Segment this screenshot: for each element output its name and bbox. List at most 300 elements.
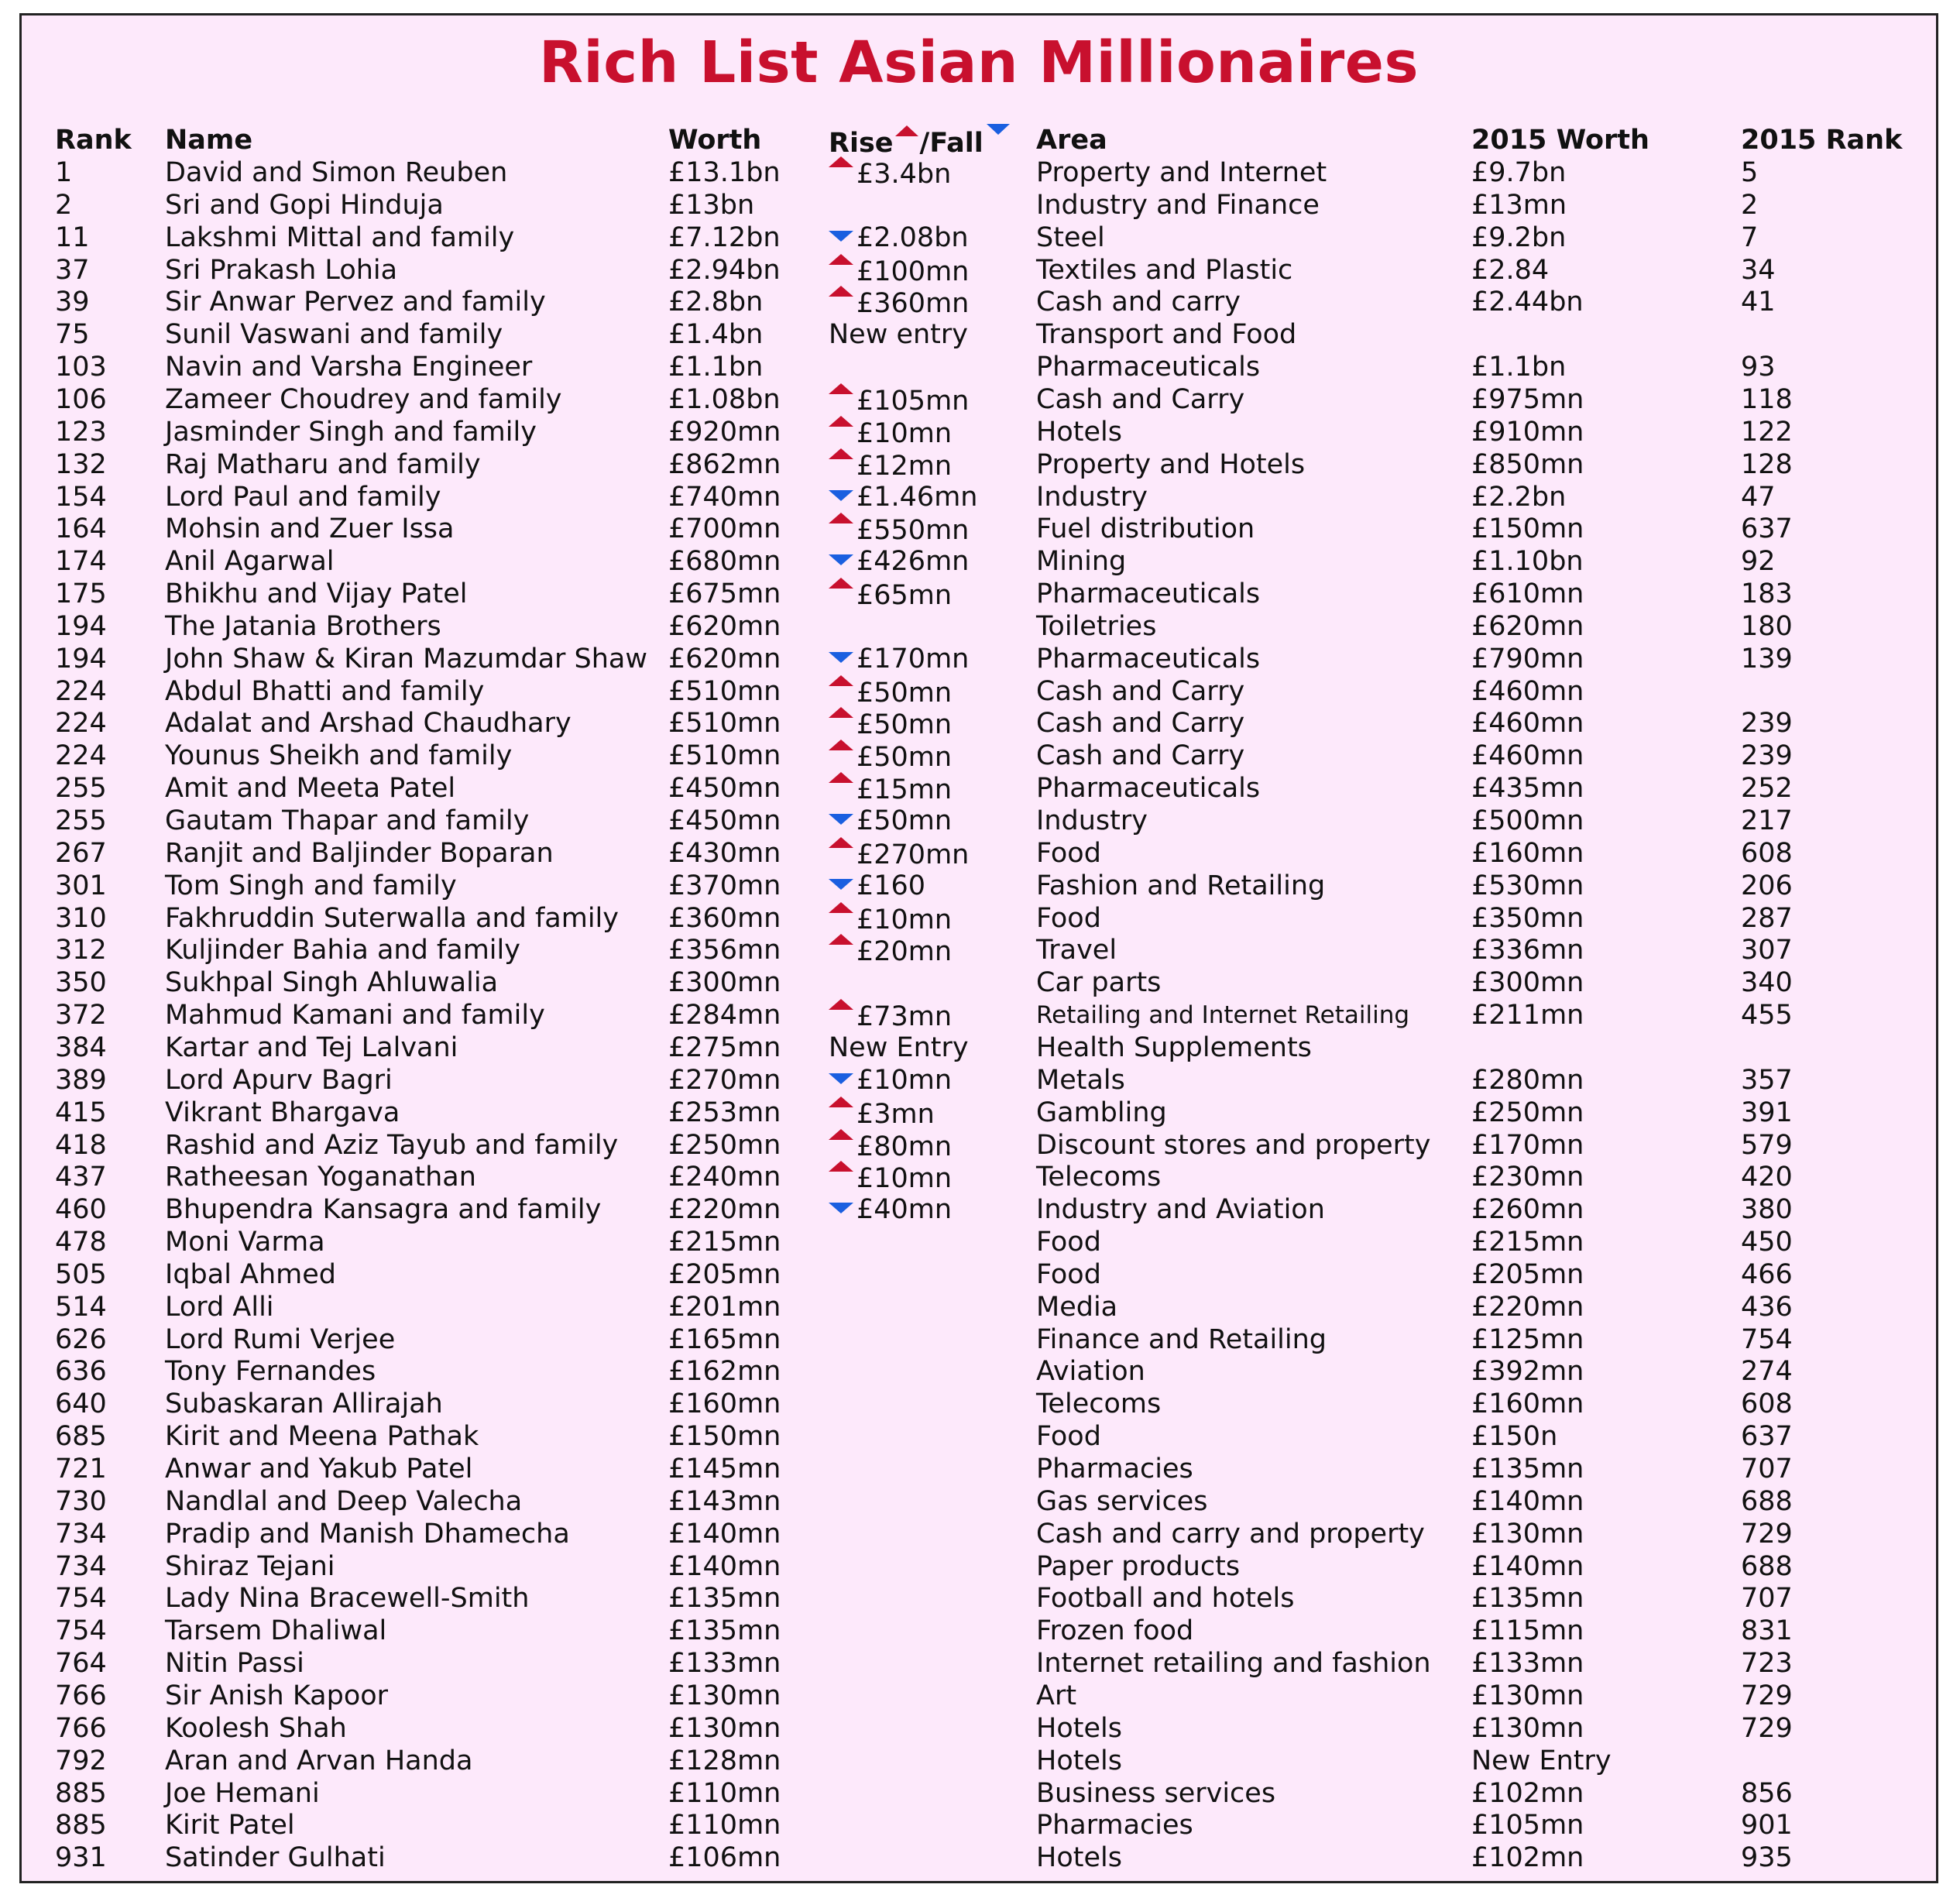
table-row (22, 1097, 1936, 1129)
worth-2015-cell: £125mn (1471, 1323, 1584, 1355)
rise-arrow-icon (829, 578, 853, 589)
change-value: £10mn (856, 904, 953, 935)
name-cell: Sir Anwar Pervez and family (165, 287, 546, 318)
name-cell: Iqbal Ahmed (165, 1258, 337, 1290)
worth-cell: £620mn (668, 610, 781, 642)
worth-cell: £620mn (668, 643, 781, 674)
table-row (22, 513, 1936, 545)
change-cell (829, 1193, 952, 1226)
area-cell: Frozen food (1036, 1615, 1194, 1647)
name-cell: Sri and Gopi Hinduja (165, 189, 444, 221)
area-cell: Hotels (1036, 1842, 1122, 1874)
rank-cell: 685 (55, 1421, 107, 1453)
worth-cell: £140mn (668, 1550, 781, 1582)
change-cell (829, 416, 952, 450)
name-cell: Rashid and Aziz Tayub and family (165, 1129, 619, 1161)
change-cell (829, 481, 977, 513)
change-value: £20mn (856, 936, 953, 968)
name-cell: Lord Paul and family (165, 481, 441, 513)
rank-2015-cell: 729 (1741, 1712, 1793, 1744)
worth-2015-cell: £140mn (1471, 1485, 1584, 1517)
name-cell: Tom Singh and family (165, 870, 457, 901)
table-row (22, 578, 1936, 610)
rank-cell: 312 (55, 935, 107, 966)
name-cell: Shiraz Tejani (165, 1550, 335, 1582)
rank-2015-cell: 754 (1741, 1323, 1793, 1355)
table-row (22, 1615, 1936, 1647)
area-cell: Industry and Finance (1036, 189, 1320, 221)
name-cell: Kuljinder Bahia and family (165, 935, 520, 966)
rank-cell: 123 (55, 416, 107, 448)
worth-cell: £110mn (668, 1777, 781, 1809)
change-value: £426mn (856, 546, 970, 578)
worth-cell: £370mn (668, 870, 781, 901)
name-cell: Lord Rumi Verjee (165, 1323, 396, 1355)
change-cell (829, 448, 952, 482)
rank-cell: 224 (55, 675, 107, 707)
name-cell: Koolesh Shah (165, 1712, 347, 1744)
table-row (22, 1291, 1936, 1323)
table-row (22, 1680, 1936, 1712)
table-row (22, 1193, 1936, 1226)
rank-2015-cell: 180 (1741, 610, 1793, 642)
rank-2015-cell: 239 (1741, 740, 1793, 772)
rank-cell: 132 (55, 448, 107, 480)
header-area: Area (1036, 125, 1107, 156)
change-value: £550mn (856, 515, 970, 547)
rank-2015-cell: 93 (1741, 352, 1776, 383)
rank-2015-cell: 7 (1741, 221, 1759, 253)
worth-cell: £360mn (668, 902, 781, 934)
rise-arrow-icon (829, 1097, 853, 1107)
change-value: £2.08bn (856, 221, 969, 253)
fall-arrow-icon (987, 124, 1010, 135)
table-row (22, 740, 1936, 772)
area-cell: Pharmaceuticals (1036, 352, 1261, 383)
worth-2015-cell: £130mn (1471, 1712, 1584, 1744)
rank-cell: 754 (55, 1583, 107, 1615)
worth-2015-cell: £130mn (1471, 1680, 1584, 1711)
change-cell (829, 1064, 952, 1097)
worth-cell: £510mn (668, 740, 781, 772)
rank-2015-cell: 688 (1741, 1550, 1793, 1582)
rank-cell: 1 (55, 157, 73, 188)
table-row (22, 610, 1936, 643)
worth-2015-cell: £130mn (1471, 1518, 1584, 1550)
area-cell: Cash and Carry (1036, 740, 1245, 772)
table-row (22, 1485, 1936, 1518)
name-cell: Kirit and Meena Pathak (165, 1421, 479, 1453)
worth-cell: £510mn (668, 675, 781, 707)
change-value: £1.46mn (856, 481, 978, 513)
area-cell: Business services (1036, 1777, 1276, 1809)
rank-cell: 636 (55, 1356, 107, 1388)
area-cell: Telecoms (1036, 1162, 1162, 1193)
rank-cell: 301 (55, 870, 107, 901)
worth-2015-cell: £460mn (1471, 675, 1584, 707)
fall-arrow-icon (829, 814, 853, 825)
rank-2015-cell: 47 (1741, 481, 1776, 513)
table-row (22, 1355, 1936, 1388)
area-cell: Fuel distribution (1036, 513, 1255, 545)
worth-cell: £920mn (668, 416, 781, 448)
change-cell (829, 318, 968, 351)
rank-cell: 766 (55, 1712, 107, 1744)
table-row (22, 481, 1936, 513)
change-value: £10mn (856, 1064, 953, 1096)
worth-cell: £430mn (668, 837, 781, 869)
change-value: £360mn (856, 288, 970, 320)
fall-arrow-icon (829, 554, 853, 565)
table-row (22, 1129, 1936, 1162)
worth-cell: £130mn (668, 1680, 781, 1711)
worth-cell: £356mn (668, 935, 781, 966)
rise-arrow-icon (829, 934, 853, 945)
rank-2015-cell: 340 (1741, 967, 1793, 999)
worth-cell: £2.8bn (668, 287, 764, 318)
rank-cell: 389 (55, 1064, 107, 1096)
worth-2015-cell: £2.84 (1471, 254, 1550, 286)
worth-2015-cell: £211mn (1471, 1000, 1584, 1031)
name-cell: Younus Sheikh and family (165, 740, 513, 772)
rank-cell: 885 (55, 1777, 107, 1809)
change-cell (829, 675, 952, 709)
worth-2015-cell: £336mn (1471, 935, 1584, 966)
rank-cell: 103 (55, 352, 107, 383)
change-value: £170mn (856, 643, 970, 674)
change-cell (829, 545, 969, 578)
name-cell: Jasminder Singh and family (165, 416, 537, 448)
name-cell: Tarsem Dhaliwal (165, 1615, 387, 1647)
rank-2015-cell: 901 (1741, 1810, 1793, 1841)
worth-cell: £275mn (668, 1031, 781, 1063)
area-cell: Cash and Carry (1036, 708, 1245, 740)
rank-cell: 372 (55, 1000, 107, 1031)
change-value: £50mn (856, 709, 953, 741)
name-cell: Joe Hemani (165, 1777, 320, 1809)
rank-cell: 11 (55, 221, 90, 253)
header-name: Name (165, 125, 253, 156)
area-cell: Food (1036, 837, 1101, 869)
rank-cell: 194 (55, 643, 107, 674)
worth-cell: £1.1bn (668, 352, 764, 383)
rank-cell: 766 (55, 1680, 107, 1711)
table-row (22, 448, 1936, 481)
change-cell (829, 805, 952, 837)
table-row (22, 1226, 1936, 1258)
rank-2015-cell: 380 (1741, 1194, 1793, 1226)
table-row (22, 189, 1936, 221)
rank-cell: 764 (55, 1648, 107, 1680)
name-cell: Bhupendra Kansagra and family (165, 1194, 602, 1226)
worth-cell: £106mn (668, 1842, 781, 1874)
worth-2015-cell: £9.7bn (1471, 157, 1567, 188)
area-cell: Pharmaceuticals (1036, 578, 1261, 610)
rank-2015-cell: 274 (1741, 1356, 1793, 1388)
change-value: £12mn (856, 450, 953, 482)
change-value: £15mn (856, 774, 953, 806)
rank-cell: 224 (55, 708, 107, 740)
rank-cell: 224 (55, 740, 107, 772)
name-cell: Raj Matharu and family (165, 448, 481, 480)
name-cell: Adalat and Arshad Chaudhary (165, 708, 572, 740)
rank-2015-cell: 217 (1741, 805, 1793, 836)
area-cell: Pharmaceuticals (1036, 773, 1261, 805)
rise-arrow-icon (829, 999, 853, 1010)
area-cell: Industry (1036, 805, 1148, 836)
table-row (22, 286, 1936, 318)
area-cell: Gambling (1036, 1097, 1167, 1128)
rise-arrow-icon (829, 902, 853, 913)
area-cell: Mining (1036, 546, 1127, 578)
table-row (22, 707, 1936, 740)
table-row (22, 1323, 1936, 1356)
rank-2015-cell: 466 (1741, 1258, 1793, 1290)
rank-2015-cell: 287 (1741, 902, 1793, 934)
change-cell (829, 513, 969, 547)
name-cell: Nandlal and Deep Valecha (165, 1485, 523, 1517)
name-cell: Anil Agarwal (165, 546, 335, 578)
worth-2015-cell: £300mn (1471, 967, 1584, 999)
change-cell (829, 221, 969, 254)
worth-cell: £220mn (668, 1194, 781, 1226)
table-row (22, 351, 1936, 383)
rank-cell: 754 (55, 1615, 107, 1647)
table-row (22, 318, 1936, 351)
area-cell: Gas services (1036, 1485, 1208, 1517)
name-cell: Tony Fernandes (165, 1356, 376, 1388)
rise-arrow-icon (829, 740, 853, 750)
change-value: £65mn (856, 580, 953, 612)
area-cell: Cash and carry and property (1036, 1518, 1425, 1550)
header-rank-2015: 2015 Rank (1741, 125, 1903, 156)
name-cell: Vikrant Bhargava (165, 1097, 400, 1128)
table-row (22, 772, 1936, 805)
worth-cell: £250mn (668, 1129, 781, 1161)
header-rank: Rank (55, 125, 132, 156)
table-row (22, 999, 1936, 1031)
name-cell: Subaskaran Allirajah (165, 1388, 443, 1420)
table-row (22, 545, 1936, 578)
change-value: £3mn (856, 1098, 935, 1130)
name-cell: Abdul Bhatti and family (165, 675, 485, 707)
area-cell: Food (1036, 1258, 1101, 1290)
rank-2015-cell: 637 (1741, 513, 1793, 545)
rank-2015-cell: 391 (1741, 1097, 1793, 1128)
change-cell (829, 934, 952, 968)
rank-2015-cell: 608 (1741, 837, 1793, 869)
rank-cell: 730 (55, 1485, 107, 1517)
change-value: £10mn (856, 1163, 953, 1195)
area-cell: Discount stores and property (1036, 1129, 1431, 1161)
area-cell: Cash and Carry (1036, 383, 1245, 415)
rank-2015-cell: 723 (1741, 1648, 1793, 1680)
table-row (22, 1064, 1936, 1097)
rank-2015-cell: 436 (1741, 1291, 1793, 1323)
rank-cell: 350 (55, 967, 107, 999)
area-cell: Paper products (1036, 1550, 1241, 1582)
change-cell (829, 1031, 969, 1064)
name-cell: David and Simon Reuben (165, 157, 508, 188)
rank-2015-cell: 688 (1741, 1485, 1793, 1517)
worth-2015-cell: £133mn (1471, 1648, 1584, 1680)
worth-2015-cell: £500mn (1471, 805, 1584, 836)
name-cell: Amit and Meeta Patel (165, 773, 456, 805)
worth-cell: £162mn (668, 1356, 781, 1388)
rank-2015-cell: 41 (1741, 287, 1776, 318)
worth-cell: £2.94bn (668, 254, 781, 286)
rise-arrow-icon (895, 125, 918, 136)
worth-cell: £128mn (668, 1745, 781, 1776)
fall-arrow-icon (829, 1073, 853, 1084)
rank-cell: 792 (55, 1745, 107, 1776)
rank-cell: 734 (55, 1518, 107, 1550)
area-cell: Pharmaceuticals (1036, 643, 1261, 674)
worth-2015-cell: £135mn (1471, 1583, 1584, 1615)
area-cell: Hotels (1036, 416, 1122, 448)
area-cell: Fashion and Retailing (1036, 870, 1326, 901)
area-cell: Health Supplements (1036, 1031, 1312, 1063)
area-cell: Media (1036, 1291, 1118, 1323)
name-cell: Mohsin and Zuer Issa (165, 513, 455, 545)
worth-2015-cell: New Entry (1471, 1745, 1612, 1776)
change-cell (829, 156, 951, 190)
worth-cell: £165mn (668, 1323, 781, 1355)
worth-2015-cell: £2.44bn (1471, 287, 1584, 318)
change-value: £270mn (856, 839, 970, 870)
worth-2015-cell: £610mn (1471, 578, 1584, 610)
rank-2015-cell: 455 (1741, 1000, 1793, 1031)
change-value: £10mn (856, 417, 953, 449)
fall-arrow-icon (829, 652, 853, 663)
table-row (22, 1258, 1936, 1291)
area-cell: Football and hotels (1036, 1583, 1295, 1615)
fall-arrow-icon (829, 1203, 853, 1213)
name-cell: Zameer Choudrey and family (165, 383, 562, 415)
name-cell: Sukhpal Singh Ahluwalia (165, 967, 499, 999)
fall-arrow-icon (829, 879, 853, 890)
header-rise: Rise (829, 128, 894, 159)
table-row (22, 837, 1936, 870)
worth-2015-cell: £102mn (1471, 1842, 1584, 1874)
rank-2015-cell: 707 (1741, 1454, 1793, 1484)
worth-2015-cell: £160mn (1471, 837, 1584, 869)
rise-arrow-icon (829, 675, 853, 686)
worth-cell: £740mn (668, 481, 781, 513)
rank-cell: 106 (55, 383, 107, 415)
rich-list-panel (19, 13, 1938, 1883)
worth-2015-cell: £280mn (1471, 1064, 1584, 1096)
worth-2015-cell: £790mn (1471, 643, 1584, 674)
worth-cell: £205mn (668, 1258, 781, 1290)
worth-cell: £143mn (668, 1485, 781, 1517)
worth-cell: £270mn (668, 1064, 781, 1096)
rank-2015-cell: 252 (1741, 773, 1793, 805)
worth-2015-cell: £975mn (1471, 383, 1584, 415)
worth-cell: £140mn (668, 1518, 781, 1550)
name-cell: Gautam Thapar and family (165, 805, 530, 836)
name-cell: Moni Varma (165, 1227, 325, 1258)
worth-2015-cell: £1.10bn (1471, 546, 1584, 578)
rank-cell: 267 (55, 837, 107, 869)
change-cell (829, 1129, 952, 1163)
name-cell: Ratheesan Yoganathan (165, 1162, 476, 1193)
worth-2015-cell: £215mn (1471, 1227, 1584, 1258)
area-cell: Travel (1036, 935, 1117, 966)
table-row (22, 1582, 1936, 1615)
worth-cell: £130mn (668, 1712, 781, 1744)
rank-2015-cell: 206 (1741, 870, 1793, 901)
worth-cell: £675mn (668, 578, 781, 610)
area-cell: Steel (1036, 221, 1105, 253)
change-cell (829, 1161, 952, 1195)
rank-cell: 75 (55, 319, 90, 351)
change-value: £50mn (856, 677, 953, 709)
rise-arrow-icon (829, 254, 853, 265)
rise-arrow-icon (829, 513, 853, 523)
rank-2015-cell: 307 (1741, 935, 1793, 966)
worth-2015-cell: £2.2bn (1471, 481, 1567, 513)
area-cell: Hotels (1036, 1712, 1122, 1744)
change-cell (829, 643, 969, 675)
change-cell (829, 902, 952, 936)
rank-2015-cell: 2 (1741, 189, 1759, 221)
rise-arrow-icon (829, 383, 853, 394)
name-cell: Aran and Arvan Handa (165, 1745, 473, 1776)
change-value: New entry (829, 319, 969, 351)
change-cell (829, 870, 925, 902)
rank-cell: 255 (55, 805, 107, 836)
worth-cell: £450mn (668, 773, 781, 805)
rank-cell: 478 (55, 1227, 107, 1258)
header-worth-2015: 2015 Worth (1471, 125, 1649, 156)
rank-cell: 164 (55, 513, 107, 545)
rank-cell: 154 (55, 481, 107, 513)
area-cell: Cash and carry (1036, 287, 1241, 318)
rank-2015-cell: 118 (1741, 383, 1793, 415)
area-cell: Transport and Food (1036, 319, 1297, 351)
rank-2015-cell: 729 (1741, 1680, 1793, 1711)
area-cell: Telecoms (1036, 1388, 1162, 1420)
table-row (22, 1647, 1936, 1680)
worth-2015-cell: £13mn (1471, 189, 1567, 221)
table-row (22, 254, 1936, 287)
worth-cell: £1.4bn (668, 319, 764, 351)
worth-cell: £215mn (668, 1227, 781, 1258)
rank-cell: 931 (55, 1842, 107, 1874)
rise-arrow-icon (829, 416, 853, 427)
worth-cell: £700mn (668, 513, 781, 545)
worth-cell: £201mn (668, 1291, 781, 1323)
header-rise-fall (829, 124, 1010, 160)
table-row (22, 1453, 1936, 1485)
rank-cell: 2 (55, 189, 73, 221)
worth-cell: £13bn (668, 189, 755, 221)
rank-cell: 415 (55, 1097, 107, 1128)
rank-2015-cell: 450 (1741, 1227, 1793, 1258)
worth-2015-cell: £530mn (1471, 870, 1584, 901)
rank-2015-cell: 707 (1741, 1583, 1793, 1615)
name-cell: Navin and Varsha Engineer (165, 352, 533, 383)
worth-cell: £862mn (668, 448, 781, 480)
change-value: £105mn (856, 385, 970, 417)
name-cell: The Jatania Brothers (165, 610, 441, 642)
worth-2015-cell: £150n (1471, 1421, 1558, 1453)
area-cell: Car parts (1036, 967, 1162, 999)
worth-2015-cell: £102mn (1471, 1777, 1584, 1809)
table-row (22, 966, 1936, 999)
worth-cell: £680mn (668, 546, 781, 578)
